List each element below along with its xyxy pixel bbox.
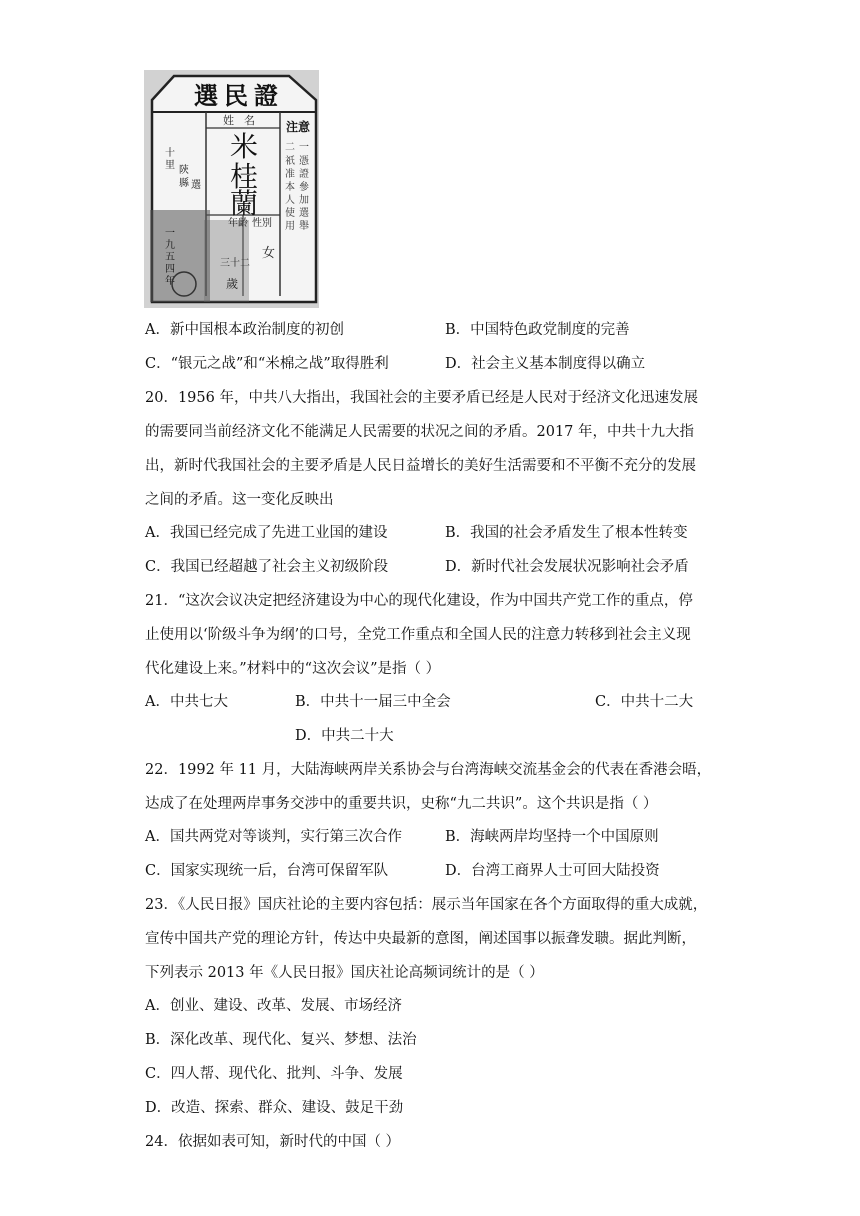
- svg-text:參: 參: [299, 182, 309, 193]
- svg-text:米: 米: [229, 130, 259, 163]
- q19-option-d: D．社会主义基本制度得以确立: [445, 356, 646, 372]
- q23-stem-line-1: 23．《人民日报》国庆社论的主要内容包括：展示当年国家在各个方面取得的重大成就，: [145, 897, 708, 913]
- svg-text:選: 選: [191, 180, 201, 191]
- q20-option-b: B．我国的社会矛盾发生了根本性转变: [445, 525, 688, 541]
- certificate-name-label: 姓名: [223, 114, 265, 127]
- svg-text:女: 女: [262, 246, 276, 261]
- svg-text:陝: 陝: [179, 165, 189, 176]
- svg-text:十: 十: [165, 148, 175, 159]
- svg-text:舉: 舉: [299, 221, 309, 232]
- q19-option-c: C．“银元之战”和“米棉之战”取得胜利: [145, 356, 389, 372]
- svg-text:加: 加: [299, 195, 309, 206]
- q23-option-a: A．创业、建设、改革、发展、市场经济: [145, 998, 402, 1014]
- svg-text:本: 本: [285, 182, 295, 193]
- svg-text:證: 證: [299, 169, 309, 180]
- certificate-person-name: [230, 130, 258, 220]
- voter-certificate-image: [144, 70, 319, 308]
- q21-option-d: D．中共二十大: [295, 728, 394, 744]
- q20-stem-line-2: 的需要同当前经济文化不能满足人民需要的状况之间的矛盾。2017 年，中共十九大指: [145, 424, 695, 440]
- q21-option-a: A．中共七大: [145, 694, 228, 710]
- svg-text:祇: 祇: [285, 156, 295, 167]
- svg-text:里: 里: [165, 160, 175, 171]
- q22-option-c: C．国家实现统一后，台湾可保留军队: [145, 863, 389, 879]
- svg-text:蘭: 蘭: [229, 187, 259, 220]
- svg-text:四: 四: [165, 264, 175, 275]
- certificate-note-label: 注意: [285, 120, 311, 134]
- q20-stem-line-3: 出，新时代我国社会的主要矛盾是人民日益增长的美好生活需要和不平衡不充分的发展: [145, 458, 696, 474]
- svg-text:歲: 歲: [226, 277, 239, 291]
- svg-text:縣: 縣: [179, 178, 189, 189]
- q20-option-a: A．我国已经完成了先进工业国的建设: [145, 525, 388, 541]
- q19-option-a: A．新中国根本政治制度的初创: [145, 322, 344, 338]
- svg-text:一: 一: [165, 228, 175, 239]
- q22-stem-line-2: 达成了在处理两岸事务交涉中的重要共识，史称“九二共识”。这个共识是指（ ）: [145, 796, 658, 812]
- q20-option-d: D．新时代社会发展状况影响社会矛盾: [445, 559, 689, 575]
- q24-stem-line-1: 24．依据如表可知，新时代的中国（ ）: [145, 1134, 401, 1150]
- q21-option-b: B．中共十一届三中全会: [295, 694, 451, 710]
- svg-text:一: 一: [299, 142, 309, 153]
- q22-option-b: B．海峡两岸均坚持一个中国原则: [445, 829, 659, 845]
- svg-text:憑: 憑: [299, 156, 309, 167]
- q23-option-b: B．深化改革、现代化、复兴、梦想、法治: [145, 1032, 417, 1048]
- svg-text:選: 選: [299, 208, 309, 219]
- q20-stem-line-1: 20．1956 年，中共八大指出，我国社会的主要矛盾已经是人民对于经济文化迅速发展: [145, 390, 698, 406]
- svg-text:准: 准: [285, 169, 295, 180]
- svg-text:人: 人: [285, 195, 295, 206]
- svg-text:九: 九: [165, 240, 175, 251]
- q23-option-d: D．改造、探索、群众、建设、鼓足干劲: [145, 1100, 404, 1116]
- certificate-title: 選民證: [194, 81, 284, 110]
- q20-option-c: C．我国已经超越了社会主义初级阶段: [145, 559, 389, 575]
- svg-text:年: 年: [165, 276, 175, 287]
- q21-stem-line-3: 代化建设上来。”材料中的“这次会议”是指（ ）: [145, 661, 441, 677]
- svg-text:二: 二: [285, 142, 295, 153]
- q21-stem-line-1: 21．“这次会议决定把经济建设为中心的现代化建设，作为中国共产党工作的重点，停: [145, 593, 693, 609]
- svg-text:年齡: 年齡: [228, 218, 248, 229]
- q21-option-c: C．中共十二大: [595, 694, 694, 710]
- q20-stem-line-4: 之间的矛盾。这一变化反映出: [145, 492, 334, 508]
- svg-text:性別: 性別: [252, 218, 272, 229]
- q23-stem-line-3: 下列表示 2013 年《人民日报》国庆社论高频词统计的是（ ）: [145, 965, 544, 981]
- q23-stem-line-2: 宣传中国共产党的理论方针，传达中央最新的意图，阐述国事以振聋发聩。据此判断，: [145, 931, 696, 947]
- q22-option-a: A．国共两党对等谈判，实行第三次合作: [145, 829, 402, 845]
- q22-option-d: D．台湾工商界人士可回大陆投资: [445, 863, 660, 879]
- svg-text:桂: 桂: [229, 160, 259, 193]
- svg-text:使: 使: [285, 208, 295, 219]
- voter-certificate-drawing: [144, 70, 319, 308]
- q21-stem-line-2: 止使用以‘阶级斗争为纲’的口号，全党工作重点和全国人民的注意力转移到社会主义现: [145, 627, 691, 643]
- q23-option-c: C．四人帮、现代化、批判、斗争、发展: [145, 1066, 403, 1082]
- q19-option-b: B．中国特色政党制度的完善: [445, 322, 630, 338]
- svg-text:五: 五: [165, 252, 175, 263]
- svg-text:三十二: 三十二: [220, 258, 250, 269]
- q22-stem-line-1: 22．1992 年 11 月，大陆海峡两岸关系协会与台湾海峡交流基金会的代表在香港会晤，: [145, 762, 712, 778]
- svg-text:用: 用: [285, 221, 295, 232]
